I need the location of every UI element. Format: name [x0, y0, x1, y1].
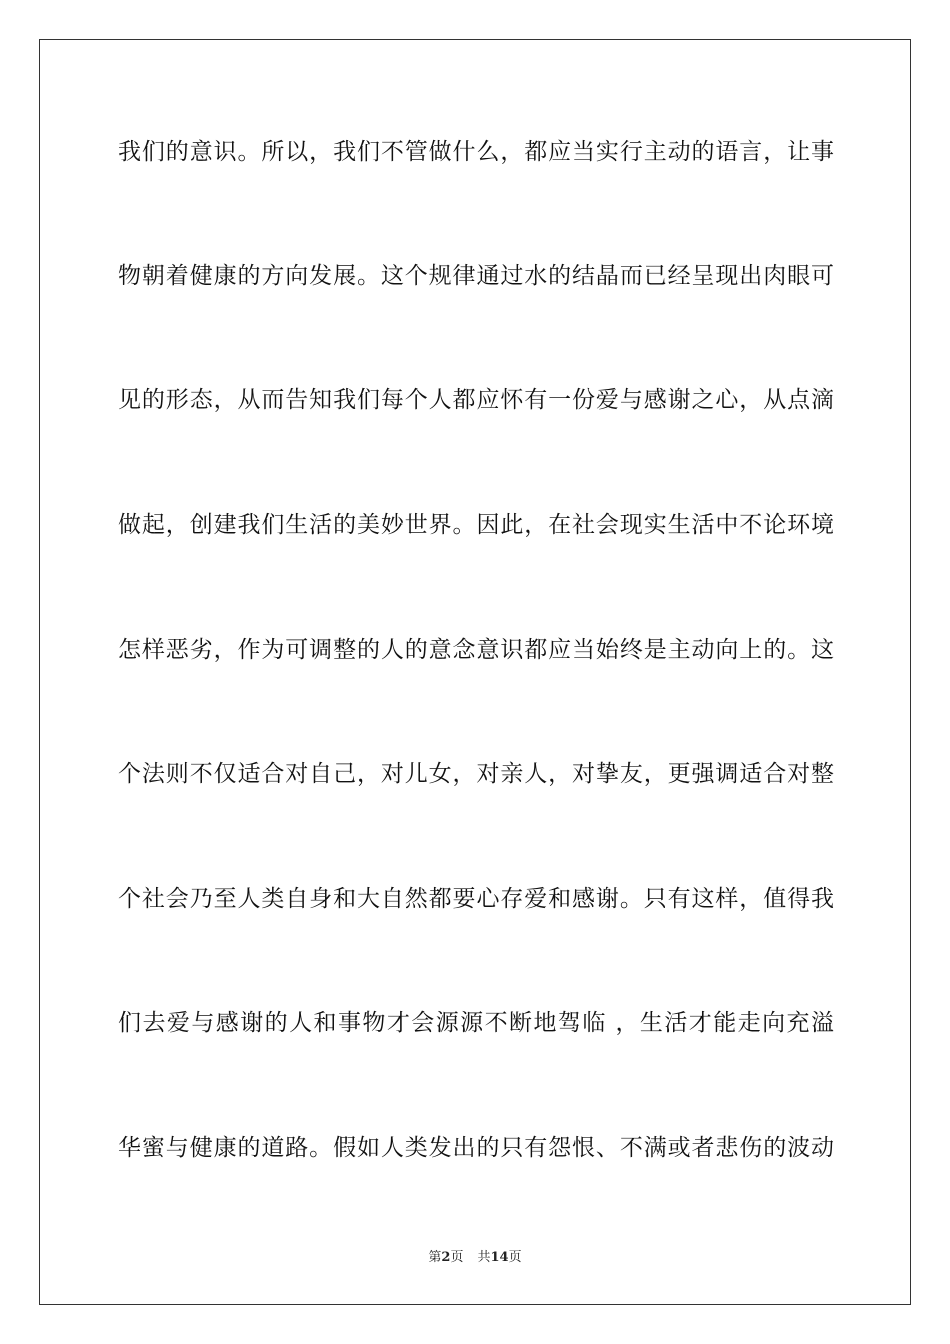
page-suffix: 页 [450, 1250, 464, 1265]
paragraph-line: 物朝着健康的方向发展。这个规律通过水的结晶而已经呈现出肉眼可 [118, 263, 834, 289]
page-footer [0, 1248, 950, 1268]
page-prefix: 第 [428, 1250, 442, 1265]
paragraph-line: 见的形态，从而告知我们每个人都应怀有一份爱与感谢之心，从点滴 [118, 387, 834, 413]
paragraph-line: 我们的意识。所以，我们不管做什么，都应当实行主动的语言，让事 [118, 139, 834, 165]
paragraph-line: 怎样恶劣，作为可调整的人的意念意识都应当始终是主动向上的。这 [118, 637, 834, 663]
total-suffix: 页 [508, 1250, 522, 1265]
paragraph-line: 个社会乃至人类自身和大自然都要心存爱和感谢。只有这样，值得我 [118, 886, 834, 912]
paragraph-line: 们去爱与感谢的人和事物才会源源不断地驾临 ，生活才能走向充溢 [118, 1010, 834, 1036]
total-pages: 14 [490, 1250, 509, 1265]
paragraph-line: 个法则不仅适合对自己，对儿女，对亲人，对挚友，更强调适合对整 [118, 761, 834, 787]
page-number: 2 [441, 1250, 451, 1265]
total-prefix: 共 [477, 1250, 491, 1265]
page-border [39, 39, 911, 1305]
paragraph-line: 做起，创建我们生活的美妙世界。因此，在社会现实生活中不论环境 [118, 512, 834, 538]
paragraph-line: 华蜜与健康的道路。假如人类发出的只有怨恨、不满或者悲伤的波动 [118, 1135, 834, 1161]
